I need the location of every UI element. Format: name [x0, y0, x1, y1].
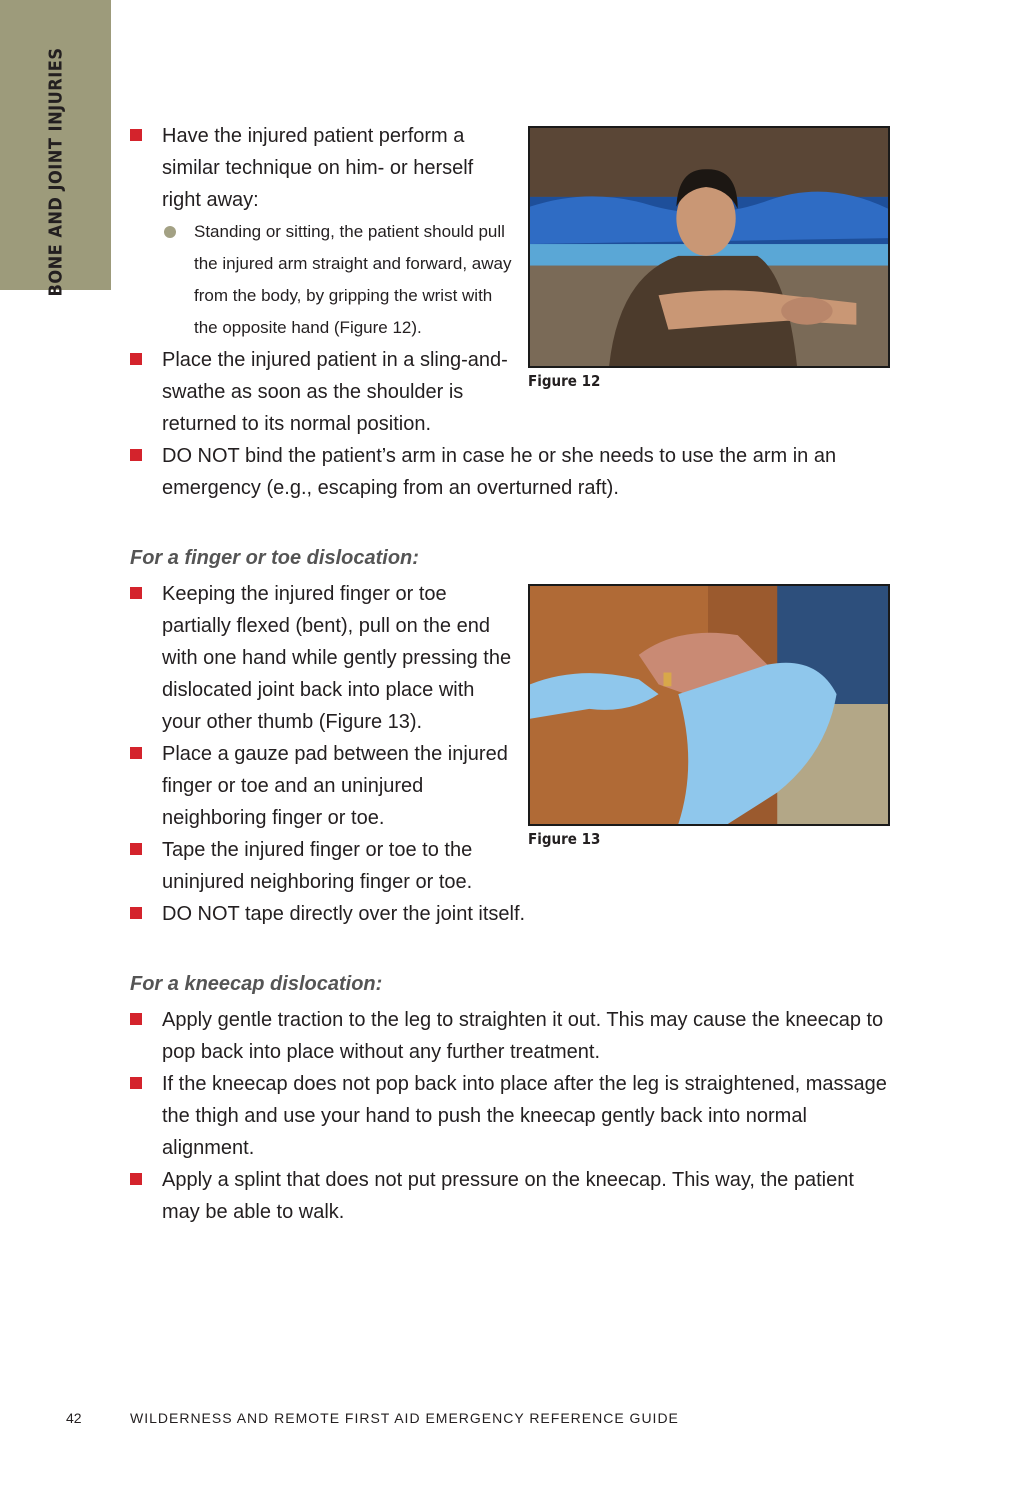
kneecap-bullet-list: [130, 1004, 890, 1228]
section-shoulder: [130, 120, 890, 504]
finger-toe-bullet-list: [130, 578, 890, 930]
sub-list-item: [162, 216, 890, 344]
kneecap-heading: For a kneecap dislocation:: [130, 973, 383, 995]
page-footer: [66, 1410, 679, 1426]
list-item: [130, 1004, 890, 1068]
list-item-text: Apply gentle traction to the leg to straighten it out. This may cause the kneecap to pop back into place without any further treatment.: [162, 1009, 884, 1063]
finger-toe-heading: For a finger or toe dislocation:: [130, 547, 419, 569]
list-item: [130, 120, 890, 344]
list-item-text: Place a gauze pad between the injured finger or toe and an uninjured neighboring finger or toe.: [162, 743, 508, 829]
list-item: [130, 1164, 890, 1228]
figure-12-caption: Figure 12: [528, 372, 601, 390]
list-item: [130, 898, 890, 930]
section-kneecap: [130, 1004, 890, 1228]
sub-list-item-text: Standing or sitting, the patient should pull the injured arm straight and forward, away from the body, by gripping the wrist with the opposite hand (Figure 12).: [194, 222, 512, 337]
list-item: [130, 344, 890, 440]
list-item: [130, 834, 890, 898]
list-item-text: Have the injured patient perform a similar technique on him- or herself right away:: [162, 125, 474, 211]
section-tab-label: BONE AND JOINT INJURIES: [45, 47, 67, 297]
list-item-text: Place the injured patient in a sling-and-swathe as soon as the shoulder is returned to its normal position.: [162, 349, 508, 435]
list-item: [130, 578, 890, 738]
shoulder-bullet-list: [130, 120, 890, 504]
shoulder-sub-list: [162, 216, 890, 344]
figure-13-caption: Figure 13: [528, 830, 601, 848]
list-item-text: Apply a splint that does not put pressure on the kneecap. This way, the patient may be able to walk.: [162, 1169, 854, 1223]
list-item: [130, 440, 890, 504]
list-item: [130, 1068, 890, 1164]
list-item-text: DO NOT bind the patient’s arm in case he or she needs to use the arm in an emergency (e.g., escaping from an overturned raft).: [162, 445, 837, 499]
list-item-text: Tape the injured finger or toe to the uninjured neighboring finger or toe.: [162, 839, 473, 893]
list-item-text: DO NOT tape directly over the joint itself.: [162, 903, 526, 925]
section-finger-toe: [130, 578, 890, 930]
page-number: 42: [66, 1410, 82, 1426]
book-title: WILDERNESS AND REMOTE FIRST AID EMERGENCY REFERENCE GUIDE: [130, 1410, 679, 1426]
list-item: [130, 738, 890, 834]
list-item-text: If the kneecap does not pop back into place after the leg is straightened, massage the thigh and use your hand to push the kneecap gently back into normal alignment.: [162, 1073, 887, 1159]
section-side-tab: [0, 0, 111, 297]
list-item-text: Keeping the injured finger or toe partially flexed (bent), pull on the end with one hand while gently pressing the dislocated joint back into place with your other thumb (Figure 13).: [162, 583, 512, 733]
page-content: [130, 120, 890, 1228]
